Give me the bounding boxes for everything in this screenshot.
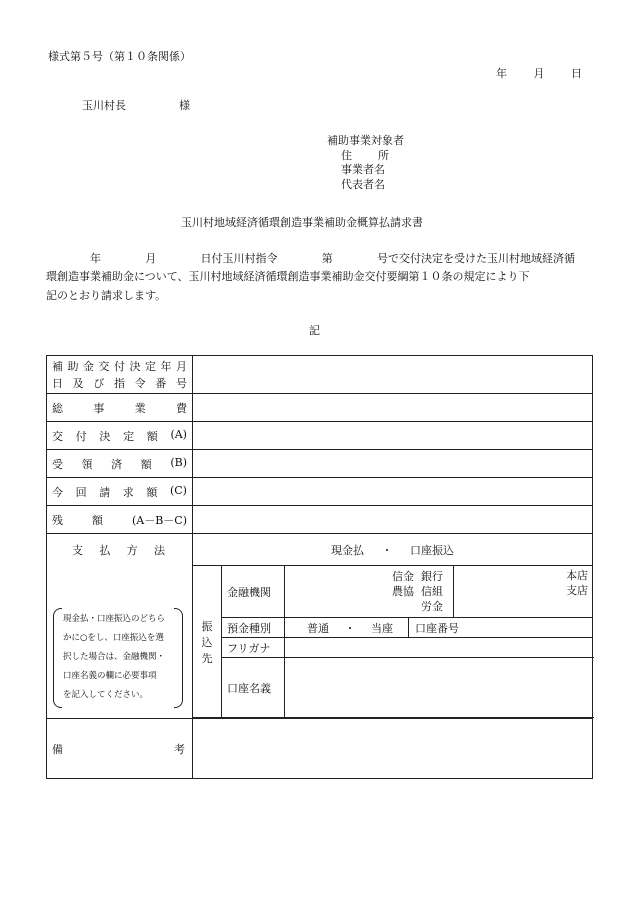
balance-label: 残 額 (A－B－C) bbox=[52, 513, 187, 527]
total-cost-value[interactable] bbox=[193, 394, 593, 422]
payment-method-label: 支 払 方 法 bbox=[72, 544, 165, 557]
received-label: 受 領 済 額 (B) bbox=[52, 455, 187, 471]
furigana-label: フリガナ bbox=[222, 638, 285, 658]
form-number: 様式第５号（第１０条関係） bbox=[48, 50, 191, 63]
row-decision-date bbox=[47, 356, 593, 394]
row-payment-method bbox=[47, 534, 593, 566]
addressee bbox=[82, 97, 190, 113]
note-line-3: 択した場合は、金融機関・ bbox=[63, 652, 166, 662]
document-title: 玉川村地域経済循環創造事業補助金概算払請求書 bbox=[181, 216, 423, 229]
this-request-label: 今 回 請 求 額 (C) bbox=[52, 483, 187, 499]
account-number-label: 口座番号 bbox=[409, 618, 593, 638]
addressee-honorific: 様 bbox=[179, 99, 190, 112]
date-month: 月 bbox=[533, 67, 545, 80]
decision-date-label-1: 補 助 金 交 付 決 定 年 月 bbox=[52, 359, 187, 373]
row-this-request bbox=[47, 478, 593, 506]
note-line-1: 現金払・口座振込のどちら bbox=[63, 614, 166, 624]
received-value[interactable] bbox=[193, 450, 593, 478]
ki-label: 記 bbox=[309, 324, 320, 337]
branch-type-field[interactable]: 本店 支店 bbox=[454, 566, 593, 618]
applicant-block bbox=[327, 134, 404, 192]
body-number-prefix: 第 bbox=[321, 252, 333, 265]
addressee-name: 玉川村長 bbox=[82, 99, 126, 112]
note-line-4: 口座名義の欄に必要事項 bbox=[63, 671, 157, 681]
bank-type-field[interactable]: 信金 銀行 農協 信組 労金 bbox=[285, 566, 454, 618]
applicant-heading: 補助事業対象者 bbox=[327, 134, 404, 147]
account-name-field[interactable] bbox=[285, 658, 593, 718]
decision-date-value[interactable] bbox=[193, 356, 593, 394]
row-balance bbox=[47, 506, 593, 534]
option-cash[interactable]: 現金払 bbox=[331, 543, 365, 557]
total-cost-label: 総 事 業 費 bbox=[52, 401, 187, 415]
request-table bbox=[46, 355, 593, 779]
option-transfer[interactable]: 口座振込 bbox=[410, 543, 455, 557]
address-char-1: 住 bbox=[341, 148, 352, 162]
this-request-value[interactable] bbox=[193, 478, 593, 506]
grant-amount-value[interactable] bbox=[193, 422, 593, 450]
body-line-1 bbox=[90, 250, 575, 266]
body-decision-text: 号で交付決定を受けた玉川村地域経済循 bbox=[377, 252, 575, 265]
body-directive: 日付玉川村指令 bbox=[200, 252, 278, 265]
date-line bbox=[496, 65, 582, 81]
balance-value[interactable] bbox=[193, 506, 593, 534]
institution-label: 金融機関 bbox=[222, 566, 285, 618]
body-month: 月 bbox=[145, 252, 157, 265]
applicant-business-name: 事業者名 bbox=[341, 163, 385, 176]
account-type-label: 預金種別 bbox=[222, 618, 285, 638]
body-line-2: 環創造事業補助金について、玉川村地域経済循環創造事業補助金交付要綱第１０条の規定により下 bbox=[46, 270, 530, 283]
applicant-representative: 代表者名 bbox=[341, 177, 385, 191]
payment-options[interactable] bbox=[193, 534, 593, 566]
grant-amount-label: 交 付 決 定 額 (A) bbox=[52, 427, 187, 443]
note-line-5: を記入してください。 bbox=[63, 690, 149, 700]
applicant-address bbox=[327, 149, 389, 164]
row-grant-amount bbox=[47, 422, 593, 450]
date-day: 日 bbox=[571, 67, 582, 80]
account-type-field[interactable]: 普通 ・ 当座 bbox=[285, 618, 409, 638]
row-received bbox=[47, 450, 593, 478]
account-name-label: 口座名義 bbox=[222, 658, 285, 718]
decision-date-label-2: 日 及 び 指 令 番 号 bbox=[52, 376, 187, 390]
furigana-field[interactable] bbox=[285, 638, 593, 658]
instruction-note bbox=[57, 608, 179, 708]
remarks-field[interactable] bbox=[193, 719, 593, 779]
address-char-2: 所 bbox=[378, 148, 389, 162]
transfer-to-label: 振 込 先 bbox=[193, 566, 222, 718]
body-year: 年 bbox=[90, 252, 101, 265]
body-line-3: 記のとおり請求します。 bbox=[46, 289, 167, 302]
date-year: 年 bbox=[496, 67, 507, 80]
row-total-cost bbox=[47, 394, 593, 422]
note-line-2: かに○をし、口座振込を選 bbox=[63, 633, 164, 643]
row-remarks bbox=[47, 719, 593, 779]
remarks-label: 備 考 bbox=[52, 742, 185, 756]
option-separator: ・ bbox=[381, 543, 393, 557]
